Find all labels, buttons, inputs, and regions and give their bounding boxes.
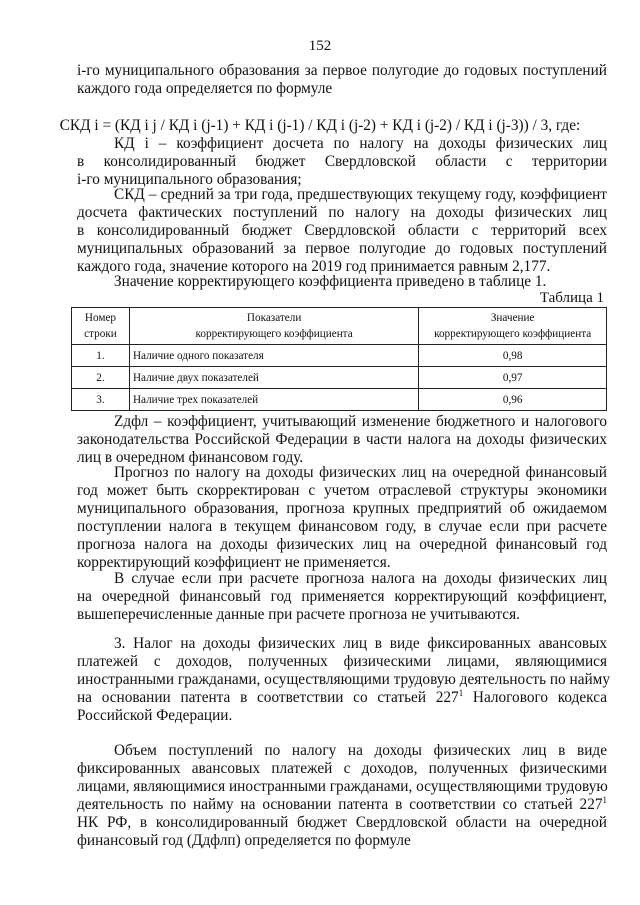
row-indicator: Наличие двух показателей [129,367,418,389]
text-line: Zдфл – коэффициент, учитывающий изменение бюджетного и налогового [114,413,607,430]
row-indicator: Наличие трех показателей [129,389,418,411]
text-line: лиц в очередном финансовом году. [77,449,304,466]
text-line: КД i – коэффициент досчета по налогу на доходы физических лиц [114,135,607,152]
text-line: Российской Федерации. [77,707,233,724]
text-line: год может быть скорректирован с учетом отраслевой структуры экономики [77,482,607,499]
text-line: Объем поступлений по налогу на доходы физических лиц в виде [114,742,607,759]
header-text: Показатели [246,312,302,324]
text-line: платежей с доходов, полученных физическими лицами, являющимися [77,653,607,670]
text-line: законодательства Российской Федерации в части налога на доходы физических [77,431,607,448]
text-line: прогноза налога на доходы физических лиц на очередной финансовый год [77,536,607,553]
text-line: на очередной финансовый год применяется корректирующий коэффициент, [77,588,607,605]
row-value: 0,98 [419,345,607,367]
header-number [72,308,130,345]
text-line: i-го муниципального образования за первое полугодие до годовых поступлений [77,62,607,79]
row-indicator: Наличие одного показателя [129,345,418,367]
row-number: 3. [72,389,130,411]
text-line: корректирующий коэффициент не применяется. [77,554,391,571]
text-line: В случае если при расчете прогноза налога на доходы физических лиц [114,570,607,587]
text-line: СКД – средний за три года, предшествующих текущему году, коэффициент [114,186,607,203]
text-line: муниципального образования, прогноза крупных предприятий об ожидаемом [77,500,607,517]
table-row [72,345,607,367]
text-line: каждого года, значение которого на 2019 год принимается равным 2,177. [77,258,551,275]
text-line: каждого года определяется по формуле [77,80,333,97]
text-line: иностранными гражданами, осуществляющими трудовую деятельность по найму [77,671,611,688]
header-value [419,308,607,345]
text-span: на основании патента в соответствии со статьей 227 [77,689,459,706]
text-line: досчета фактических поступлений по налогу на доходы физических лиц [77,204,607,221]
header-text: Значение [490,312,535,324]
superscript: 1 [458,687,464,698]
table-header-row [72,308,607,345]
table-row [72,389,607,411]
table-caption: Таблица 1 [539,290,604,306]
text-line: Прогноз по налогу на доходы физических лиц на очередной финансовый [114,464,607,481]
text-line: 3. Налог на доходы физических лиц в виде фиксированных авансовых [114,635,607,652]
row-value: 0,97 [419,367,607,389]
text-line: муниципальных образований за первое полугодие до годовых поступлений [77,240,607,257]
superscript: 1 [602,794,607,805]
text-line: поступлении налога в текущем финансовом году, в случае если при расчете [77,518,607,535]
header-text: Номер [84,312,117,324]
header-indicators [129,308,418,345]
coefficient-table [71,307,607,411]
text-line: НК РФ, в консолидированный бюджет Свердловской области на очередной [77,814,607,831]
text-line: фиксированных авансовых платежей с доходов, полученных физическими [77,760,607,777]
table-row [72,367,607,389]
row-number: 1. [72,345,130,367]
text-line [77,689,607,707]
header-text: корректирующего коэффициента [195,328,353,340]
text-span: деятельность по найму на основании патента в соответствии со статьей 227 [77,796,603,813]
formula-skd: СКД i = (КД i j / КД i (j-1) + КД i (j-1) / КД i (j-2) + КД i (j-2) / КД i (j-3)) / 3, где: [59,117,581,134]
text-line: лицами, являющимися иностранными гражданами, осуществляющими трудовую [77,778,608,795]
page-number: 152 [308,38,332,54]
text-line: в консолидированный бюджет Свердловской области с территорий всех [77,222,607,239]
row-number: 2. [72,367,130,389]
text-span: Налогового кодекса [463,689,607,706]
text-line: вышеперечисленные данные при расчете прогноза не учитываются. [77,606,520,623]
text-line: i-го муниципального образования; [77,171,302,188]
header-text: строки [84,328,117,340]
text-line: в консолидированный бюджет Свердловской области с территории [77,153,607,170]
text-line: финансовый год (Ддфлп) определяется по формуле [77,832,411,849]
header-text: корректирующего коэффициента [434,328,592,340]
table-intro: Значение корректирующего коэффициента приведено в таблице 1. [114,273,547,290]
text-line [77,796,607,814]
row-value: 0,96 [419,389,607,411]
